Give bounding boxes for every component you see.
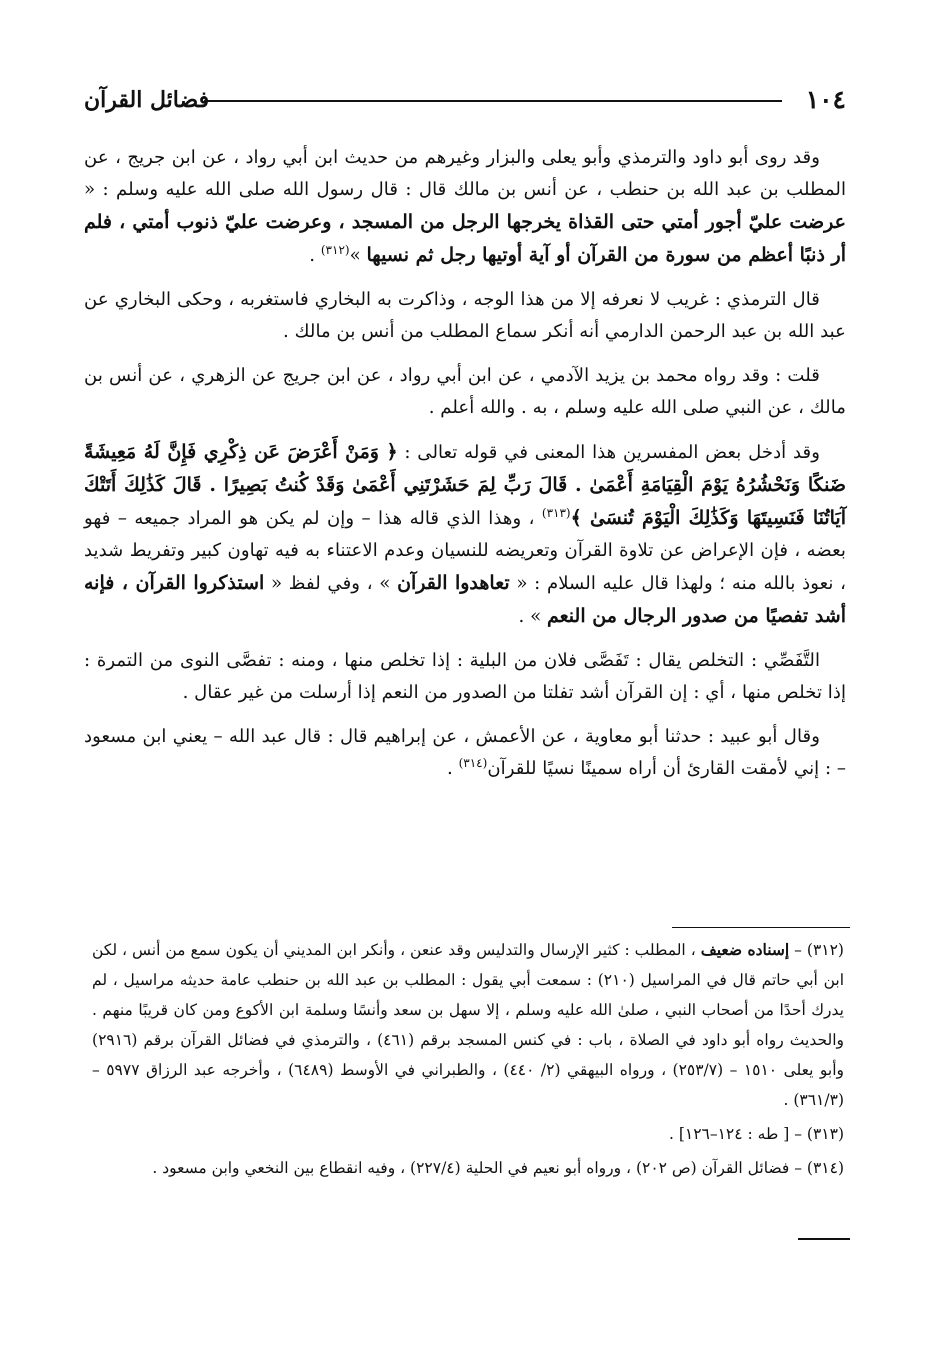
paragraph-text: وقد روى أبو داود والترمذي وأبو يعلى والبزار وغيرهم من حديث ابن أبي رواد ، عن ابن جريج ، عن المطلب بن عبد الله بن حنطب ، عن أنس بن مالك قال : قال رسول الله صلى الله عليه وسلم : « (84, 147, 846, 200)
footnote-grade: إسناده ضعيف (700, 940, 790, 959)
paragraph-hadith-1 (84, 142, 846, 272)
header-rule (204, 100, 782, 102)
paragraph-text: ، وهذا الذي قاله هذا – وإن لم يكن هو المراد جميعه – فهو بعضه ، فإن الإعراض عن تلاوة القرآن وتعريضه للنسيان وعدم الاعتناء به فيه تهاون كبير وتفريط شديد ، نعوذ بالله منه ؛ ولهذا قال عليه السلام : « (84, 508, 846, 594)
footnote-number: (٣١٢) – (789, 941, 844, 959)
paragraph-tafsir (84, 436, 846, 633)
footnote-ref-312: (٣١٢) (320, 242, 350, 257)
quote-close: » (349, 245, 361, 266)
paragraph-abu-ubaid (84, 721, 846, 785)
running-title: فضائل القرآن (84, 87, 210, 113)
quran-verse: ﴿ وَمَنْ أَعْرَضَ عَن ذِكْرِي فَإِنَّ لَهُ مَعِيشَةً ضَنكًا وَنَحْشُرُهُ يَوْمَ الْقِيَامَةِ أَعْمَىٰ . قَالَ رَبِّ لِمَ حَشَرْتَنِي أَعْمَىٰ وَقَدْ كُنتُ بَصِيرًا . قَالَ كَذَٰلِكَ أَتَتْكَ آيَاتُنَا فَنَسِيتَهَا وَكَذَٰلِكَ الْيَوْمَ تُنسَىٰ ﴾ (84, 441, 846, 529)
footnote-separator (672, 927, 850, 928)
main-text (84, 142, 846, 797)
footnote-312 (92, 935, 844, 1115)
page-number: ١٠٤ (805, 85, 846, 114)
paragraph-end: . (309, 245, 321, 266)
page-header (84, 84, 846, 116)
paragraph-text: » ، وفي لفظ « (264, 573, 398, 594)
footnote-314: (٣١٤) – فضائل القرآن (ص ٢٠٢) ، ورواه أبو نعيم في الحلية (٢٢٧/٤) ، وفيه انقطاع بين النخعي وابن مسعود . (152, 1159, 844, 1177)
footnote-ref-313: (٣١٣) (541, 505, 571, 520)
paragraph-end: . (447, 758, 459, 779)
paragraph-text: وقال أبو عبيد : حدثنا أبو معاوية ، عن الأعمش ، عن إبراهيم قال : قال عبد الله – يعني ابن مسعود – : إني لأمقت القارئ أن أراه سمينًا نسيًا للقرآن (84, 726, 846, 779)
end-rule (798, 1238, 850, 1240)
hadith-quote: تعاهدوا القرآن (397, 572, 510, 594)
hadith-quote: عرضت عليّ أجور أمتي حتى القذاة يخرجها الرجل من المسجد ، وعرضت عليّ ذنوب أمتي ، فلم أر ذنبًا أعظم من سورة من القرآن أو آية أوتيها رجل ثم نسيها (84, 211, 846, 266)
footnote-text: ، المطلب : كثير الإرسال والتدليس وقد عنعن ، وأنكر ابن المديني أن يكون سمع من أنس ، لكن ابن أبي حاتم قال في المراسيل (٢١٠) : سمعت أبي يقول : المطلب بن عبد الله بن حنطب عامة حديثه مراسيل ، لم يدرك أحدًا من أصحاب النبي ، صلىٰ الله عليه وسلم ، إلا سهل بن سعد وأنسًا وسلمة ابن الأكوع ومن كان قريبًا منهم . والحديث رواه أبو داود في الصلاة ، باب : في كنس المسجد برقم (٤٦١) ، والترمذي في فضائل القرآن برقم (٢٩١٦) وأبو يعلى ١٥١٠ – (٢٥٣/٧) ، ورواه البيهقي (٢/ ٤٤٠) ، والطبراني في الأوسط (٦٤٨٩) ، وأخرجه عبد الرزاق ٥٩٧٧ – (٣٦١/٣) . (92, 941, 845, 1109)
paragraph-text: وقد أدخل بعض المفسرين هذا المعنى في قوله تعالى : (397, 442, 820, 463)
paragraph-tirmidhi: قال الترمذي : غريب لا نعرفه إلا من هذا الوجه ، وذاكرت به البخاري فاستغربه ، وحكى البخاري عن عبد الله بن عبد الرحمن الدارمي أنه أنكر سماع المطلب من أنس بن مالك . (84, 289, 846, 342)
footnote-313: (٣١٣) – [ طه : ١٢٤–١٢٦] . (668, 1125, 844, 1143)
hadith-quote: استذكروا القرآن ، فإنه أشد تفصيًا من صدور الرجال من النعم (84, 572, 846, 627)
footnote-ref-314: (٣١٤) (458, 755, 488, 770)
paragraph-tafassi: التَّفَصِّي : التخلص يقال : تَفَصَّى فلان من البلية : إذا تخلص منها ، ومنه : تفصَّى النوى من التمرة : إذا تخلص منها ، أي : إن القرآن أشد تفلتا من الصدور من النعم إذا أرسلت من غير عقال . (84, 650, 846, 703)
paragraph-qultu: قلت : وقد رواه محمد بن يزيد الآدمي ، عن ابن أبي رواد ، عن ابن جريج عن الزهري ، عن أنس بن مالك ، عن النبي صلى الله عليه وسلم ، به . والله أعلم . (84, 365, 846, 418)
footnotes (92, 935, 844, 1187)
paragraph-end: » . (518, 606, 547, 627)
